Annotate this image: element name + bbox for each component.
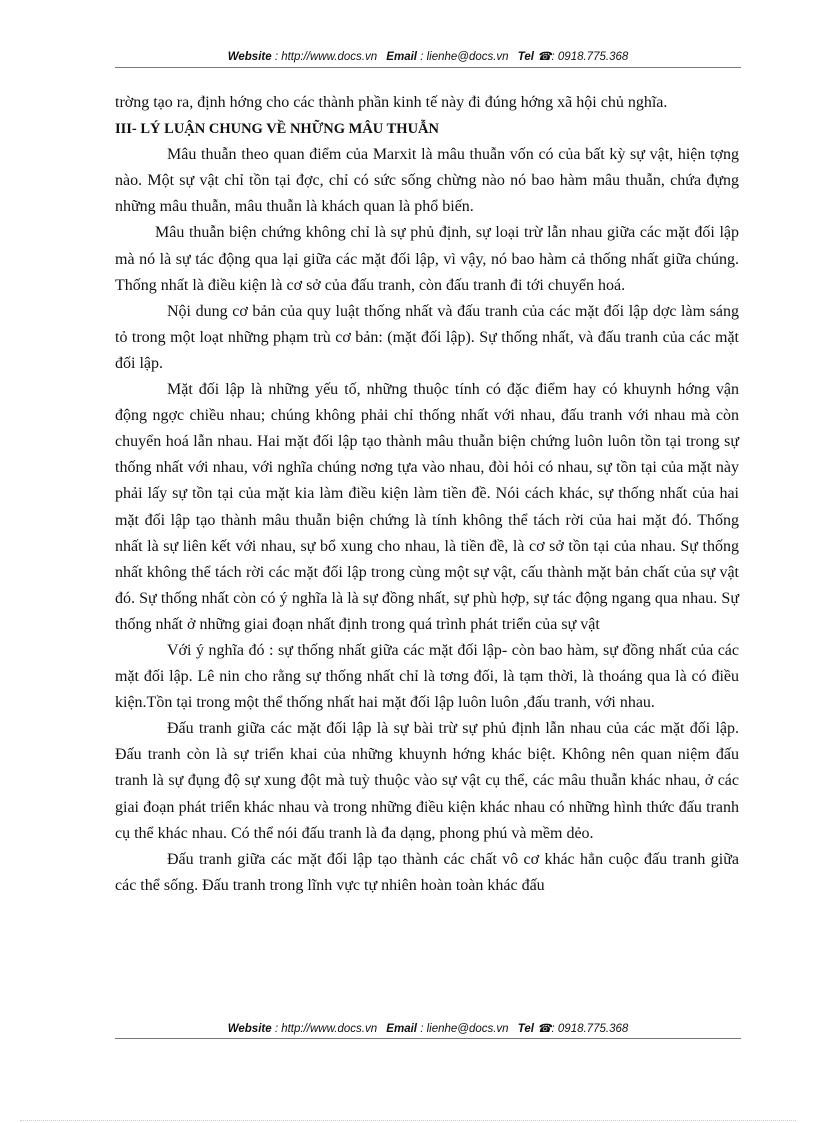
document-body: [115, 90, 739, 899]
section-heading: III- LÝ LUẬN CHUNG VỀ NHỮNG MÂU THUẪN: [115, 121, 439, 138]
footer-rule: [115, 1038, 741, 1039]
paragraph-5: Với ý nghĩa đó : sự thống nhất giữa các mặt đối lập- còn bao hàm, sự đồng nhất của các mặt đối lập. Lê nin cho rằng sự thống nhất chỉ là tơng đối, là tạm thời, là thoáng qua là có điều kiện.Tồn tại trong một thể thống nhất hai mặt đối lập luôn luôn ,đấu tranh, với nhau.: [115, 641, 739, 712]
website-label: Website: [227, 1023, 272, 1035]
page-header: [115, 49, 741, 63]
paragraph-0: trờng tạo ra, định hớng cho các thành phần kinh tế này đi đúng hớng xã hội chủ nghĩa.: [115, 94, 668, 111]
tel-value: : 0918.775.368: [551, 1023, 629, 1035]
email-value[interactable]: : lienhe@docs.vn: [420, 1023, 509, 1035]
website-value[interactable]: : http://www.docs.vn: [274, 1023, 378, 1035]
website-value[interactable]: : http://www.docs.vn: [274, 51, 378, 63]
paragraph-7: Đấu tranh giữa các mặt đối lập tạo thành các chất vô cơ khác hẳn cuộc đấu tranh giữa các thể sống. Đấu tranh trong lĩnh vực tự nhiên hoàn toàn khác đấu: [115, 850, 739, 894]
phone-icon: ☎: [537, 51, 552, 63]
paragraph-6: Đấu tranh giữa các mặt đối lập là sự bài trừ sự phủ định lẫn nhau của các mặt đối lập. Đấu tranh còn là sự triển khai của những khuynh hớng khác biệt. Không nên quan niệm đấu tranh là sự đụng độ sự xung đột mà tuỳ thuộc vào sự vật cụ thể, các mâu thuẫn khác nhau, ở các giai đoạn phát triển khác nhau và trong những điều kiện khác nhau có những hình thức đấu tranh cụ thể khác nhau. Có thể nói đấu tranh là đa dạng, phong phú và mềm dẻo.: [115, 720, 739, 842]
page-footer: [115, 1021, 741, 1035]
paragraph-4: Mặt đối lập là những yếu tố, những thuộc tính có đặc điểm hay có khuynh hớng vận động ngợc chiều nhau; chúng không phải chỉ thống nhất với nhau, đấu tranh với nhau mà còn chuyển hoá lẫn nhau. Hai mặt đối lập tạo thành mâu thuẫn biện chứng luôn luôn tồn tại trong sự thống nhất với nhau, với nghĩa chúng nơng tựa vào nhau, đòi hỏi có nhau, sự tồn tại của mặt này phải lấy sự tồn tại của mặt kia làm điều kiện làm tiền đề. Nói cách khác, sự thống nhất của hai mặt đối lập tạo thành mâu thuẫn biện chứng là tính không thể tách rời của hai mặt đó. Thống nhất là sự liên kết với nhau, sự bổ xung cho nhau, là tiền đề, là cơ sở tồn tại của nhau. Sự thống nhất không thể tách rời các mặt đối lập trong cùng một sự vật, cấu thành mặt bản chất của sự vật đó. Sự thống nhất còn có ý nghĩa là là sự đồng nhất, sự phù hợp, sự tác động ngang qua nhau. Sự thống nhất ở những giai đoạn nhất định trong quá trình phát triển của sự vật: [115, 381, 739, 633]
email-value[interactable]: : lienhe@docs.vn: [420, 51, 509, 63]
email-label: Email: [386, 51, 417, 63]
header-rule: [115, 67, 741, 68]
website-label: Website: [227, 51, 272, 63]
tel-label: Tel: [517, 1023, 534, 1035]
paragraph-2: Mâu thuẫn biện chứng không chỉ là sự phủ định, sự loại trừ lẫn nhau giữa các mặt đối lập mà nó là sự tác động qua lại giữa các mặt đối lập, vì vậy, nó bao hàm cả thống nhất giữa chúng. Thống nhất là điều kiện là cơ sở của đấu tranh, còn đấu tranh đi tới chuyển hoá.: [115, 224, 739, 294]
paragraph-3: Nội dung cơ bản của quy luật thống nhất và đấu tranh của các mặt đối lập dợc làm sáng tỏ trong một loạt những phạm trù cơ bản: (mặt đối lập). Sự thống nhất, và đấu tranh của các mặt đối lập.: [115, 302, 739, 372]
email-label: Email: [386, 1023, 417, 1035]
paragraph-1: Mâu thuẫn theo quan điểm của Marxit là mâu thuẫn vốn có của bất kỳ sự vật, hiện tợng nào. Một sự vật chỉ tồn tại đợc, chỉ có sức sống chừng nào nó bao hàm mâu thuẫn, chứa đựng những mâu thuẫn, mâu thuẫn là khách quan là phổ biến.: [115, 146, 739, 216]
page-bottom-dotted-line: [20, 1120, 796, 1121]
tel-label: Tel: [517, 51, 534, 63]
tel-value: : 0918.775.368: [551, 51, 629, 63]
phone-icon: ☎: [537, 1023, 552, 1035]
